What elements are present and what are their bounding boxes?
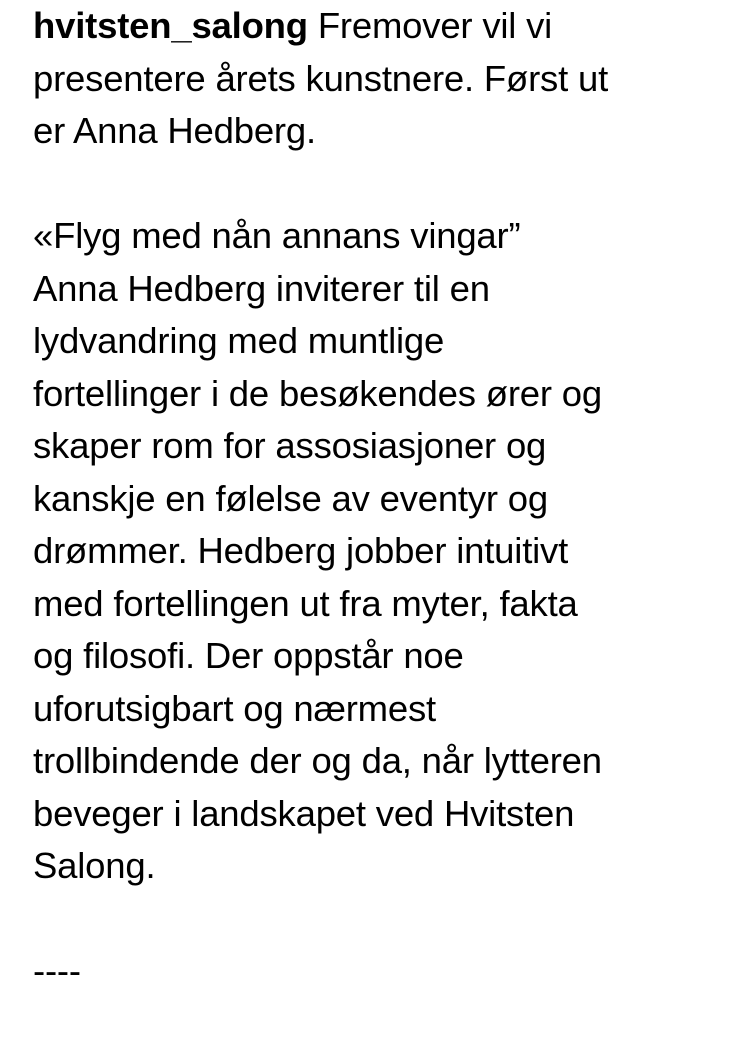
caption-line-15: trollbindende der og da, når lytteren: [33, 740, 602, 781]
caption-line-9: skaper rom for assosiasjoner og: [33, 425, 547, 466]
username-link[interactable]: hvitsten_salong: [33, 5, 308, 46]
caption-line-2: presentere årets kunstnere. Først ut: [33, 57, 609, 99]
caption-line-12: med fortellingen ut fra myter, fakta: [33, 582, 578, 624]
caption-line-7: lydvandring med muntlige: [33, 320, 445, 361]
caption-line-16: beveger i landskapet ved Hvitsten: [33, 792, 575, 834]
caption-divider: ----: [33, 950, 81, 991]
caption-line-14: uforutsigbart og nærmest: [33, 687, 436, 729]
caption-line-17: Salong.: [33, 845, 156, 886]
caption-text: Fremover vil vi: [317, 5, 553, 46]
caption-line-10: kanskje en følelse av eventyr og: [33, 477, 549, 519]
caption-line-8: fortellinger i de besøkendes ører og: [33, 372, 602, 414]
caption-line-6: Anna Hedberg inviterer til en: [33, 267, 490, 309]
post-caption: [33, 0, 723, 998]
caption-line-3: er Anna Hedberg.: [33, 110, 316, 151]
caption-line-5: «Flyg med nån annans vingar”: [33, 215, 521, 256]
caption-blank-line: [33, 893, 723, 946]
caption-line-1: [33, 0, 723, 53]
caption-line-13: og filosofi. Der oppstår noe: [33, 635, 464, 676]
caption-blank-line: [33, 158, 723, 211]
caption-line-11: drømmer. Hedberg jobber intuitivt: [33, 530, 569, 571]
